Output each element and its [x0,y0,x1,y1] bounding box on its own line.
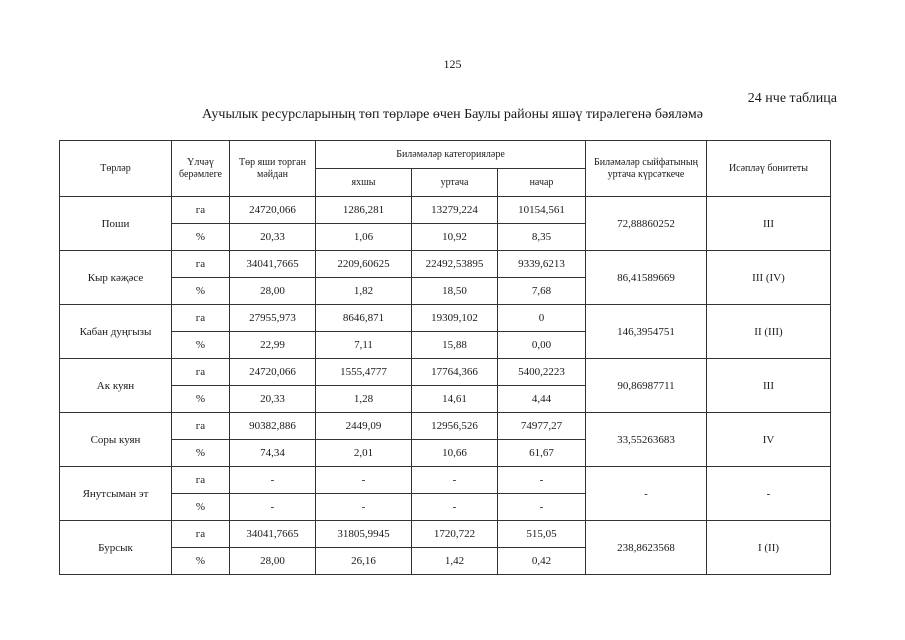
cell-avg: 33,55263683 [586,413,707,467]
species-name: Кыр кәҗәсе [60,251,172,305]
cell-bonitet: III (IV) [707,251,831,305]
cell-good: 7,11 [316,332,412,359]
assessment-table [59,140,831,575]
cell-area: 34041,7665 [230,251,316,278]
cell-poor: - [498,467,586,494]
cell-area: 20,33 [230,386,316,413]
table-body [60,197,831,575]
cell-unit: га [172,467,230,494]
cell-medium: 1,42 [412,548,498,575]
cell-unit: % [172,494,230,521]
header-units: Үлчәү берәмлеге [172,141,230,197]
species-name: Ак куян [60,359,172,413]
cell-area: 28,00 [230,548,316,575]
table-row [60,305,831,332]
cell-poor: 7,68 [498,278,586,305]
cell-area: 20,33 [230,224,316,251]
cell-good: 2449,09 [316,413,412,440]
cell-unit: % [172,440,230,467]
page-number: 125 [443,57,462,71]
header-bonitet: Исәпләү бонитеты [707,141,831,197]
cell-poor: 0,42 [498,548,586,575]
cell-good: 26,16 [316,548,412,575]
cell-poor: 0,00 [498,332,586,359]
cell-good: 2,01 [316,440,412,467]
cell-medium: 1720,722 [412,521,498,548]
cell-bonitet: I (II) [707,521,831,575]
header-categories: Биләмәләр категорияләре [316,141,586,169]
header-medium: уртача [412,169,498,197]
cell-poor: 9339,6213 [498,251,586,278]
cell-area: 74,34 [230,440,316,467]
cell-medium: 10,66 [412,440,498,467]
header-avg: Биләмәләр сыйфатының уртача күрсәткече [586,141,707,197]
cell-good: 2209,60625 [316,251,412,278]
cell-poor: 74977,27 [498,413,586,440]
table-row [60,521,831,548]
cell-good: 1,28 [316,386,412,413]
cell-medium: 13279,224 [412,197,498,224]
species-name: Кабан дуңгызы [60,305,172,359]
cell-area: 90382,886 [230,413,316,440]
cell-medium: 17764,366 [412,359,498,386]
cell-unit: га [172,305,230,332]
cell-medium: 14,61 [412,386,498,413]
species-name: Соры куян [60,413,172,467]
cell-good: 1,82 [316,278,412,305]
cell-poor: 8,35 [498,224,586,251]
cell-good: 1,06 [316,224,412,251]
cell-bonitet: III [707,197,831,251]
cell-area: 27955,973 [230,305,316,332]
cell-avg: 238,8623568 [586,521,707,575]
cell-medium: - [412,494,498,521]
species-name: Янутсыман эт [60,467,172,521]
cell-good: - [316,494,412,521]
cell-unit: % [172,332,230,359]
cell-poor: 61,67 [498,440,586,467]
cell-good: 1555,4777 [316,359,412,386]
cell-unit: % [172,386,230,413]
cell-bonitet: II (III) [707,305,831,359]
cell-avg: - [586,467,707,521]
cell-unit: % [172,278,230,305]
table-row [60,251,831,278]
cell-poor: 0 [498,305,586,332]
header-poor: начар [498,169,586,197]
cell-area: 34041,7665 [230,521,316,548]
cell-area: 24720,066 [230,197,316,224]
cell-medium: - [412,467,498,494]
table-row [60,413,831,440]
cell-unit: га [172,197,230,224]
cell-bonitet: - [707,467,831,521]
table-row [60,359,831,386]
cell-unit: % [172,548,230,575]
cell-area: 28,00 [230,278,316,305]
cell-medium: 22492,53895 [412,251,498,278]
cell-unit: га [172,521,230,548]
cell-poor: 10154,561 [498,197,586,224]
header-row [60,141,831,169]
cell-bonitet: IV [707,413,831,467]
cell-poor: - [498,494,586,521]
cell-medium: 15,88 [412,332,498,359]
cell-poor: 515,05 [498,521,586,548]
cell-unit: % [172,224,230,251]
cell-poor: 4,44 [498,386,586,413]
cell-medium: 19309,102 [412,305,498,332]
header-types: Төрләр [60,141,172,197]
cell-good: 31805,9945 [316,521,412,548]
cell-avg: 72,88860252 [586,197,707,251]
cell-medium: 18,50 [412,278,498,305]
table-row [60,467,831,494]
cell-unit: га [172,413,230,440]
cell-area: - [230,467,316,494]
cell-avg: 86,41589669 [586,251,707,305]
cell-area: 22,99 [230,332,316,359]
cell-area: 24720,066 [230,359,316,386]
cell-good: - [316,467,412,494]
cell-good: 1286,281 [316,197,412,224]
cell-medium: 12956,526 [412,413,498,440]
table-label: 24 нче таблица [747,91,837,106]
cell-good: 8646,871 [316,305,412,332]
cell-avg: 90,86987711 [586,359,707,413]
cell-bonitet: III [707,359,831,413]
cell-medium: 10,92 [412,224,498,251]
cell-area: - [230,494,316,521]
cell-avg: 146,3954751 [586,305,707,359]
header-area: Төр яши торган мәйдан [230,141,316,197]
species-name: Бурсык [60,521,172,575]
cell-unit: га [172,251,230,278]
table-title: Аучылык ресурсларының төп төрләре өчен Баулы районы яшәү тирәлегенә бәяләмә [202,107,703,122]
header-good: яхшы [316,169,412,197]
cell-unit: га [172,359,230,386]
species-name: Поши [60,197,172,251]
cell-poor: 5400,2223 [498,359,586,386]
table-row [60,197,831,224]
